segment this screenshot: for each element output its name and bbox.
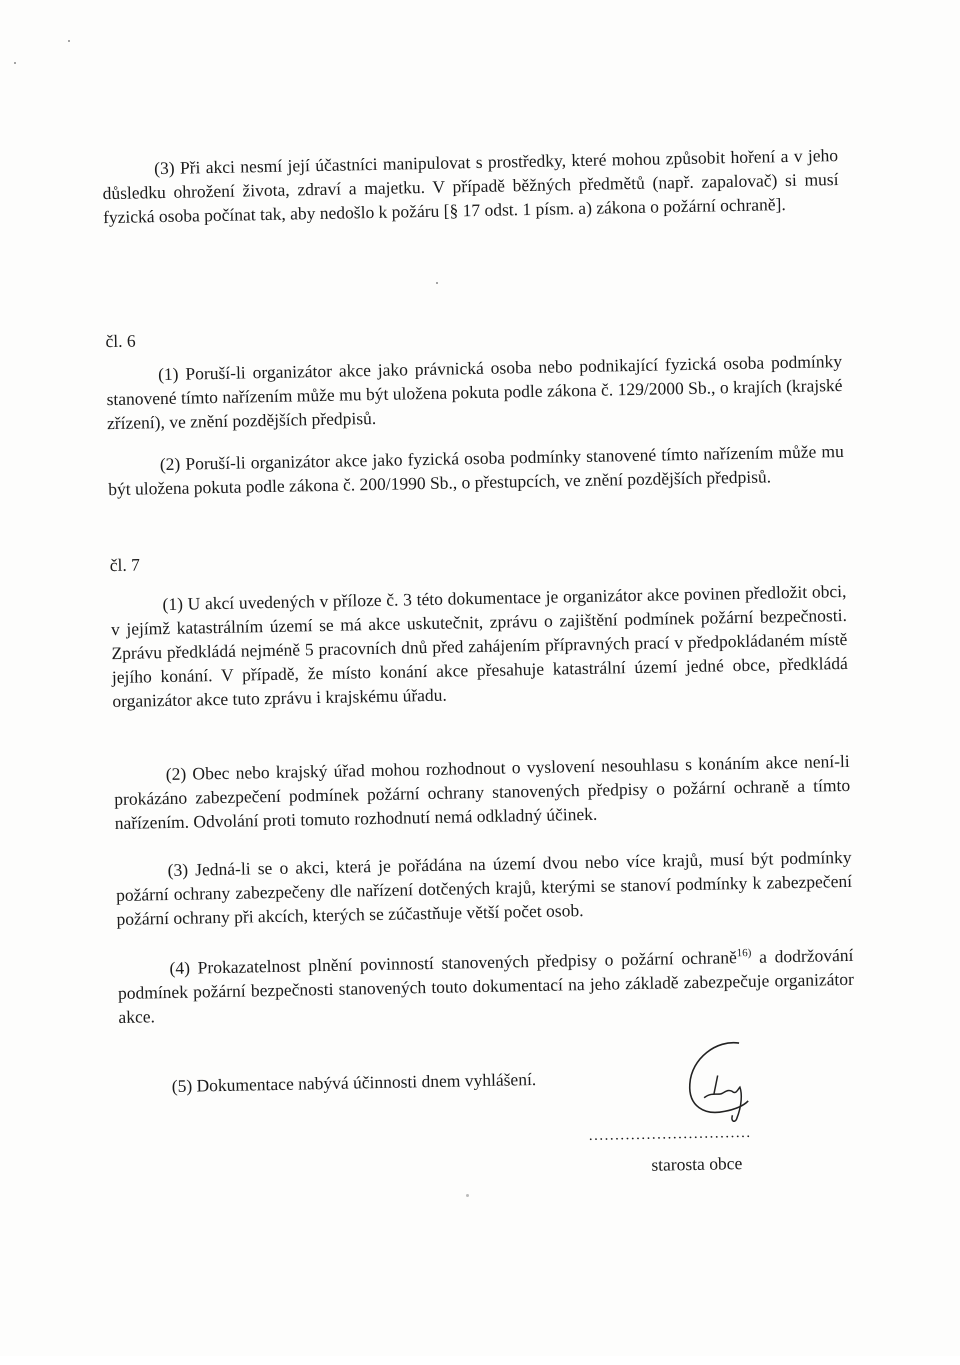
paragraph-art6-p2: (2) Poruší-li organizátor akce jako fyzická osoba podmínky stanovené tímto nařízením může mu být uložena pokuta podle zákona č. 200/1990 Sb., o přestupcích, ve znění pozdějších předpisů. [108,440,844,500]
scan-speck [436,282,438,284]
signer-title: starosta obce [651,1153,743,1175]
paragraph-art7-p5: (5) Dokumentace nabývá účinnosti dnem vyhlášení. [171,1068,537,1096]
signature-line: ............................... [588,1124,752,1144]
scan-speck [68,40,70,42]
paragraph-art7-p2: (2) Obec nebo krajský úřad mohou rozhodnout o vyslovení nesouhlasu s konáním akce není-li prokázáno zabezpečení podmínek požární ochrany stanovených předpisy o požární ochraně a tímto nařízením. Odvolání proti tomuto rozhodnutí nemá odkladný účinek. [114,750,851,834]
heading-article-6: čl. 6 [105,330,136,352]
heading-article-7: čl. 7 [109,554,141,576]
paragraph-art7-p3: (3) Jedná-li se o akci, která je pořádána na území dvou nebo více krajů, musí být podmínky požární ochrany zabezpečeny dle nařízení dotčených krajů, kterými se stanoví podmínky k zabezpečení požární ochrany při akcích, kterých se zúčastňuje větší počet osob. [115,846,853,930]
paragraph-s1-p1: (3) Při akci nesmí její účastníci manipulovat s prostředky, které mohou způsobit hoření a v jeho důsledku ohrožení života, zdraví a majetku. V případě běžných předmětů (např. zapalovač) si musí fyzická osoba počínat tak, aby nedošlo k požáru [§ 17 odst. 1 písm. a) zákona o požární ochraně]. [102,145,839,228]
paragraph-art7-p4-start: (4) Prokazatelnost plnění povinností stanovených předpisy o požární ochraně [169,947,737,979]
paragraph-art7-p4-continuation: a dodržování podmínek požární bezpečnosti stanovených touto dokumentací na jeho základě zabezpečuje organizátor akce. [117,944,855,1028]
paragraph-art6-p1: (1) Poruší-li organizátor akce jako právnická osoba nebo podnikající fyzická osoba podmínky stanovené tímto nařízením může mu být uložena pokuta podle zákona č. 129/2000 Sb., o krajích (krajské zřízení), ve znění pozdějších předpisů. [106,350,843,434]
scan-speck [466,1194,469,1197]
signature-block [587,1034,820,1188]
handwritten-signature [677,1034,789,1131]
paragraph-art7-p1: (1) U akcí uvedených v příloze č. 3 této dokumentace je organizátor akce povinen předložit obci, v jejímž katastrálním území se má akce uskutečnit, zprávu o zajištění podmínek požární bezpečnosti. Zprávu předkládá nejméně 5 pracovních dnů před zahájením přípravných prací v předpokládaném místě jejího konání. V případě, že místo konání akce přesahuje katastrální území jedné obce, předkládá organizátor akce tuto zprávu i krajskému úřadu. [110,580,848,712]
paragraph-art7-p4 [117,943,854,1029]
scan-speck [14,62,16,64]
footnote-reference: 16) [736,947,752,960]
